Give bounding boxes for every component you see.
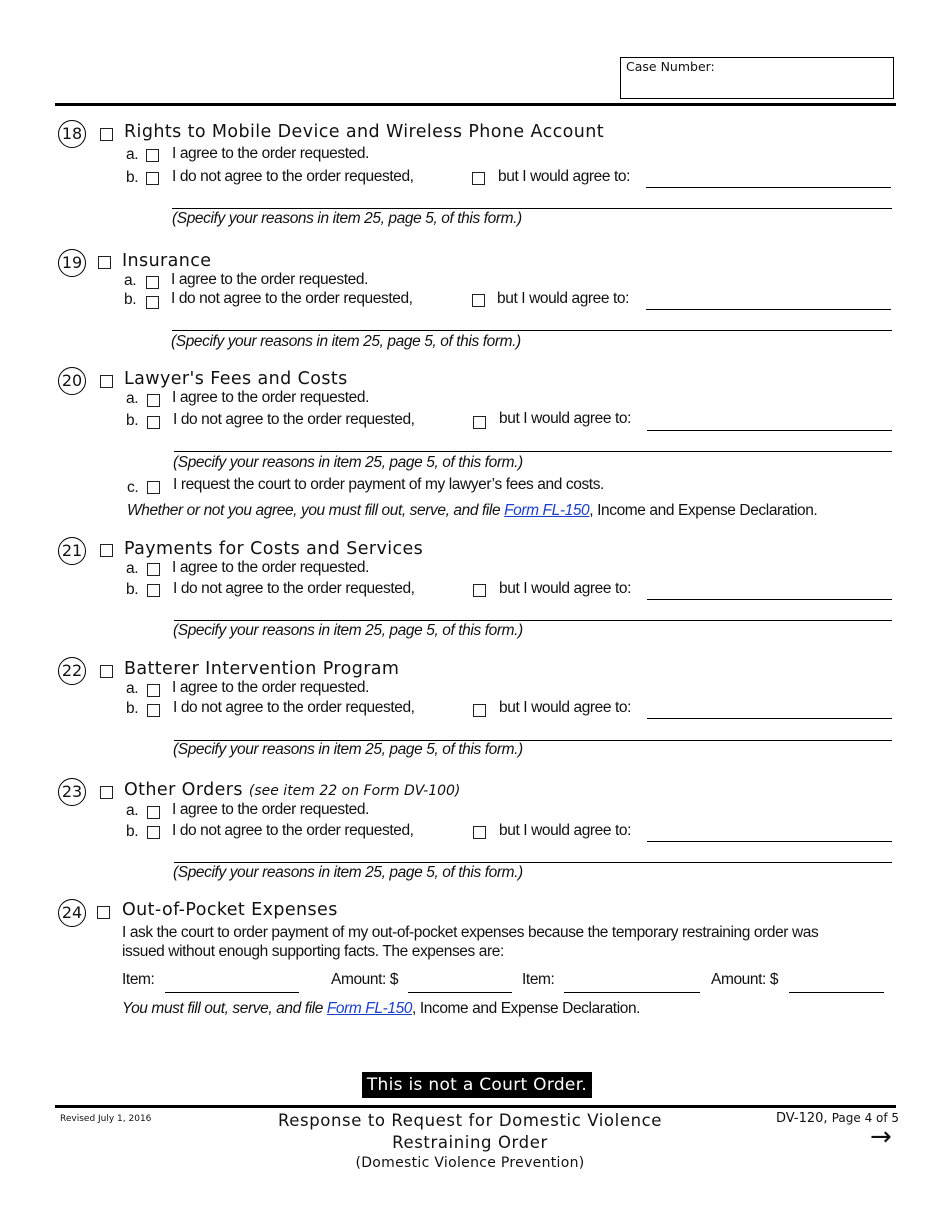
would-agree-field[interactable] xyxy=(647,841,892,842)
option-a-label: a. xyxy=(126,680,139,697)
item-number: 18 xyxy=(58,120,86,148)
would-agree-text: but I would agree to: xyxy=(499,822,632,839)
fl150-note xyxy=(127,502,817,520)
reasons-note: (Specify your reasons in item 25, page 5, of this form.) xyxy=(173,864,523,881)
would-agree-checkbox[interactable] xyxy=(473,416,486,429)
item-checkbox[interactable] xyxy=(100,128,113,141)
disagree-text: I do not agree to the order requested, xyxy=(173,699,415,716)
agree-text: I agree to the order requested. xyxy=(171,271,368,288)
item-number: 19 xyxy=(58,249,86,277)
would-agree-checkbox[interactable] xyxy=(473,826,486,839)
form-subtitle: (Domestic Violence Prevention) xyxy=(355,1155,585,1171)
disagree-checkbox[interactable] xyxy=(146,172,159,185)
reasons-note: (Specify your reasons in item 25, page 5, of this form.) xyxy=(172,210,522,227)
would-agree-checkbox[interactable] xyxy=(473,704,486,717)
next-page-arrow-icon[interactable]: → xyxy=(870,1122,892,1152)
form-title-line2: Restraining Order xyxy=(392,1133,548,1152)
agree-checkbox[interactable] xyxy=(146,149,159,162)
would-agree-field[interactable] xyxy=(646,309,891,310)
option-a-label: a. xyxy=(126,802,139,819)
would-agree-field[interactable] xyxy=(647,599,892,600)
case-number-box[interactable] xyxy=(620,57,894,99)
item-label-2: Item: xyxy=(522,971,555,988)
would-agree-field-line2[interactable] xyxy=(174,862,892,863)
item-title: Rights to Mobile Device and Wireless Phone Account xyxy=(124,122,604,142)
item-title: Payments for Costs and Services xyxy=(124,539,424,559)
option-b-label: b. xyxy=(126,169,139,186)
option-b-label: b. xyxy=(126,581,139,598)
item-title: Batterer Intervention Program xyxy=(124,659,400,679)
reasons-note: (Specify your reasons in item 25, page 5, of this form.) xyxy=(173,741,523,758)
item-checkbox[interactable] xyxy=(98,256,111,269)
option-b-label: b. xyxy=(126,700,139,717)
item-number: 21 xyxy=(58,537,86,565)
fl150-note-suffix: , Income and Expense Declaration. xyxy=(589,502,818,519)
agree-text: I agree to the order requested. xyxy=(172,145,369,162)
option-c-label: c. xyxy=(127,479,139,496)
would-agree-checkbox[interactable] xyxy=(473,584,486,597)
item-title-note: (see item 22 on Form DV-100) xyxy=(248,783,461,799)
option-b-label: b. xyxy=(126,412,139,429)
amount-field-2[interactable] xyxy=(789,992,884,993)
revised-date: Revised July 1, 2016 xyxy=(60,1114,152,1124)
fl150-note-text: You must fill out, serve, and file xyxy=(122,1000,327,1017)
disagree-checkbox[interactable] xyxy=(147,416,160,429)
item-title: Other Orders xyxy=(124,780,243,800)
request-fees-text: I request the court to order payment of my lawyer’s fees and costs. xyxy=(173,476,604,493)
header-rule xyxy=(55,103,896,106)
expenses-text-line2: issued without enough supporting facts. The expenses are: xyxy=(122,943,504,960)
would-agree-text: but I would agree to: xyxy=(499,699,632,716)
footer-rule xyxy=(55,1105,896,1108)
would-agree-text: but I would agree to: xyxy=(497,290,630,307)
would-agree-field[interactable] xyxy=(647,430,892,431)
item-field-1[interactable] xyxy=(165,992,299,993)
item-title: Out-of-Pocket Expenses xyxy=(122,900,338,920)
would-agree-field[interactable] xyxy=(647,718,892,719)
amount-label-1: Amount: $ xyxy=(331,971,399,988)
would-agree-checkbox[interactable] xyxy=(472,294,485,307)
disagree-text: I do not agree to the order requested, xyxy=(172,822,414,839)
would-agree-text: but I would agree to: xyxy=(499,580,632,597)
expenses-text-line1: I ask the court to order payment of my out-of-pocket expenses because the temporary restraining order was xyxy=(122,924,819,941)
would-agree-text: but I would agree to: xyxy=(498,168,631,185)
agree-text: I agree to the order requested. xyxy=(172,801,369,818)
agree-checkbox[interactable] xyxy=(146,276,159,289)
agree-checkbox[interactable] xyxy=(147,563,160,576)
item-number: 24 xyxy=(58,899,86,927)
agree-checkbox[interactable] xyxy=(147,806,160,819)
item-label-1: Item: xyxy=(122,971,155,988)
item-checkbox[interactable] xyxy=(100,375,113,388)
not-court-order-banner: This is not a Court Order. xyxy=(362,1072,592,1098)
item-number: 20 xyxy=(58,367,86,395)
amount-label-2: Amount: $ xyxy=(711,971,779,988)
case-number-label: Case Number: xyxy=(626,59,715,74)
fl150-note xyxy=(122,1000,640,1018)
disagree-text: I do not agree to the order requested, xyxy=(173,580,415,597)
form-fl150-link[interactable]: Form FL-150 xyxy=(504,502,590,519)
agree-text: I agree to the order requested. xyxy=(172,559,369,576)
option-a-label: a. xyxy=(124,272,137,289)
disagree-checkbox[interactable] xyxy=(147,826,160,839)
option-a-label: a. xyxy=(126,390,139,407)
would-agree-field-line2[interactable] xyxy=(172,208,892,209)
item-checkbox[interactable] xyxy=(100,544,113,557)
option-a-label: a. xyxy=(126,146,139,163)
reasons-note: (Specify your reasons in item 25, page 5, of this form.) xyxy=(171,333,521,350)
item-title-wrap xyxy=(124,780,460,800)
item-field-2[interactable] xyxy=(564,992,700,993)
disagree-checkbox[interactable] xyxy=(146,296,159,309)
agree-text: I agree to the order requested. xyxy=(172,389,369,406)
disagree-checkbox[interactable] xyxy=(147,584,160,597)
item-checkbox[interactable] xyxy=(100,786,113,799)
form-code: DV-120, xyxy=(776,1111,828,1126)
disagree-checkbox[interactable] xyxy=(147,704,160,717)
item-number: 23 xyxy=(58,778,86,806)
disagree-text: I do not agree to the order requested, xyxy=(173,411,415,428)
fl150-note-suffix: , Income and Expense Declaration. xyxy=(412,1000,641,1017)
agree-text: I agree to the order requested. xyxy=(172,679,369,696)
disagree-text: I do not agree to the order requested, xyxy=(172,168,414,185)
form-fl150-link[interactable]: Form FL-150 xyxy=(326,1000,413,1017)
agree-checkbox[interactable] xyxy=(147,394,160,407)
amount-field-1[interactable] xyxy=(408,992,512,993)
request-fees-checkbox[interactable] xyxy=(147,481,160,494)
disagree-text: I do not agree to the order requested, xyxy=(171,290,413,307)
item-title: Lawyer's Fees and Costs xyxy=(124,369,348,389)
would-agree-field-line2[interactable] xyxy=(172,330,892,331)
reasons-note: (Specify your reasons in item 25, page 5, of this form.) xyxy=(173,622,523,639)
would-agree-text: but I would agree to: xyxy=(499,410,632,427)
would-agree-field[interactable] xyxy=(646,187,891,188)
fl150-note-text: Whether or not you agree, you must fill out, serve, and file xyxy=(127,502,505,519)
reasons-note: (Specify your reasons in item 25, page 5, of this form.) xyxy=(173,454,523,471)
option-a-label: a. xyxy=(126,560,139,577)
would-agree-checkbox[interactable] xyxy=(472,172,485,185)
option-b-label: b. xyxy=(124,291,137,308)
item-number: 22 xyxy=(58,657,86,685)
form-title xyxy=(260,1110,680,1154)
would-agree-field-line2[interactable] xyxy=(174,620,892,621)
form-title-line1: Response to Request for Domestic Violence xyxy=(277,1111,663,1130)
item-checkbox[interactable] xyxy=(100,665,113,678)
item-title: Insurance xyxy=(122,251,212,271)
option-b-label: b. xyxy=(126,823,139,840)
page-number: Page 4 of 5 xyxy=(831,1111,900,1125)
agree-checkbox[interactable] xyxy=(147,684,160,697)
item-checkbox[interactable] xyxy=(97,906,110,919)
would-agree-field-line2[interactable] xyxy=(174,451,892,452)
